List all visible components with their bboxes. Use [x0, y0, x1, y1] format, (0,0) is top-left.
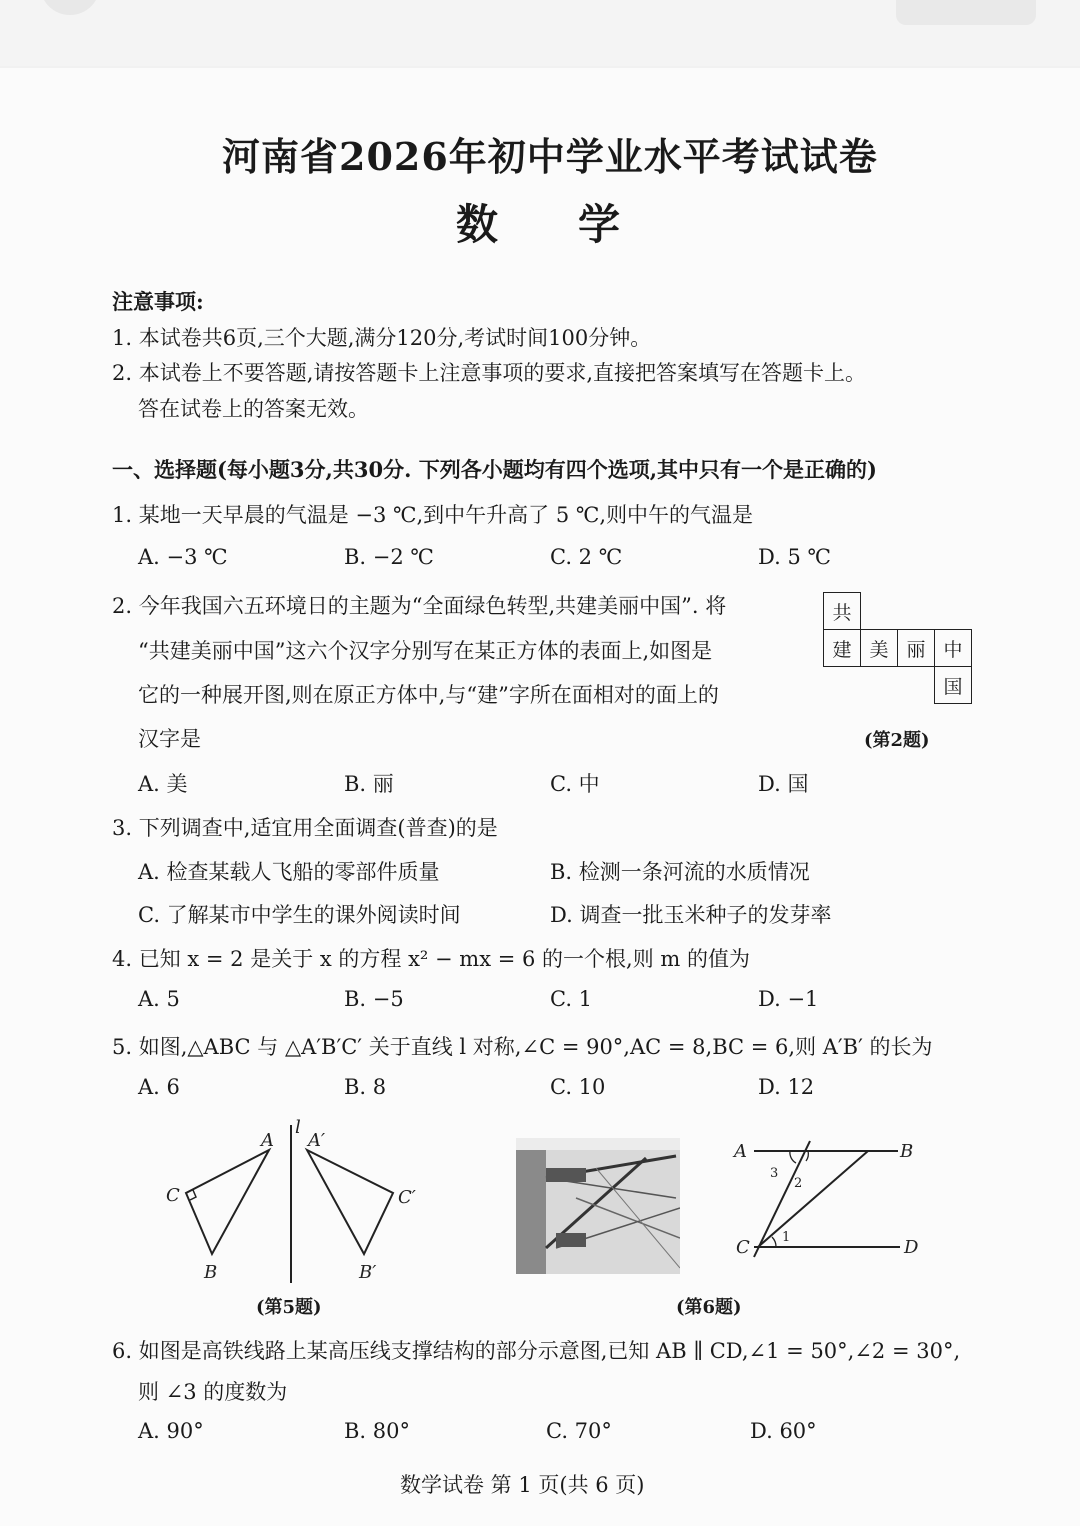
angle-2-label: 2: [794, 1176, 803, 1191]
net-cell: 美: [861, 630, 898, 667]
label-a-prime: A′: [308, 1130, 326, 1151]
q6-diagram: [728, 1135, 928, 1265]
q5-figure: [150, 1115, 450, 1295]
cube-net-figure: [823, 592, 972, 704]
q4-option-d: D. −1: [758, 987, 819, 1011]
label-a: A: [261, 1130, 274, 1151]
net-cell: 建: [824, 630, 861, 667]
triangle-a-prime: [307, 1150, 393, 1254]
menu-button[interactable]: [896, 0, 1036, 25]
exam-title: 河南省2026年初中学业水平考试试卷: [222, 134, 878, 179]
page-footer: 数学试卷 第 1 页(共 6 页): [400, 1473, 645, 1497]
q5-caption: (第5题): [256, 1297, 322, 1318]
q6-line-1: 6. 如图是高铁线路上某高压线支撑结构的部分示意图,已知 AB ∥ CD,∠1 = 50°,∠2 = 30°,: [112, 1339, 961, 1363]
q1-option-d: D. 5 ℃: [758, 545, 831, 569]
label-a: A: [734, 1141, 747, 1162]
q4-option-b: B. −5: [344, 987, 404, 1011]
label-b: B: [204, 1262, 218, 1283]
q2-line-4: 汉字是: [138, 727, 201, 751]
label-b: B: [900, 1141, 914, 1162]
q5-option-d: D. 12: [758, 1075, 815, 1099]
exam-subject: 数学: [456, 200, 701, 249]
q1-option-a: A. −3 ℃: [138, 545, 228, 569]
q6-photo: [516, 1138, 680, 1274]
triangle-abc: [186, 1150, 269, 1254]
q3-option-c: C. 了解某市中学生的课外阅读时间: [138, 903, 461, 927]
viewer-top-bar: [0, 0, 1080, 66]
label-d: D: [904, 1237, 919, 1258]
net-cell: 共: [824, 593, 861, 630]
q2-caption: (第2题): [864, 730, 930, 751]
q5-option-a: A. 6: [138, 1075, 180, 1099]
q6-option-c: C. 70°: [546, 1419, 612, 1443]
q2-option-d: D. 国: [758, 772, 809, 796]
net-cell: 国: [935, 667, 972, 704]
note-1: 1. 本试卷共6页,三个大题,满分120分,考试时间100分钟。: [112, 326, 652, 350]
q2-line-2: “共建美丽中国”这六个汉字分别写在某正方体的表面上,如图是: [138, 639, 713, 663]
q5-stem: 5. 如图,△ABC 与 △A′B′C′ 关于直线 l 对称,∠C = 90°,AC = 8,BC = 6,则 A′B′ 的长为: [112, 1035, 933, 1059]
q1-stem: 1. 某地一天早晨的气温是 −3 ℃,到中午升高了 5 ℃,则中午的气温是: [112, 503, 754, 527]
q5-option-c: C. 10: [550, 1075, 606, 1099]
q3-option-a: A. 检查某载人飞船的零部件质量: [138, 860, 440, 884]
q6-option-a: A. 90°: [138, 1419, 204, 1443]
q6-option-d: D. 60°: [750, 1419, 817, 1443]
q2-line-3: 它的一种展开图,则在原正方体中,与“建”字所在面相对的面上的: [138, 683, 719, 707]
net-cell: 中: [935, 630, 972, 667]
q6-option-b: B. 80°: [344, 1419, 411, 1443]
q6-line-2: 则 ∠3 的度数为: [138, 1380, 288, 1404]
q6-caption: (第6题): [676, 1297, 742, 1318]
q4-option-c: C. 1: [550, 987, 593, 1011]
q3-option-d: D. 调查一批玉米种子的发芽率: [550, 903, 832, 927]
q3-stem: 3. 下列调查中,适宜用全面调查(普查)的是: [112, 816, 498, 840]
q3-option-b: B. 检测一条河流的水质情况: [550, 860, 810, 884]
label-l: l: [295, 1117, 301, 1138]
q4-stem: 4. 已知 x = 2 是关于 x 的方程 x² − mx = 6 的一个根,则 m 的值为: [112, 947, 750, 971]
angle-3-label: 3: [770, 1166, 779, 1181]
note-2: 2. 本试卷上不要答题,请按答题卡上注意事项的要求,直接把答案填写在答题卡上。: [112, 361, 867, 385]
q2-line-1: 2. 今年我国六五环境日的主题为“全面绿色转型,共建美丽中国”. 将: [112, 594, 727, 618]
net-cell: 丽: [898, 630, 935, 667]
section-1-heading: 一、选择题(每小题3分,共30分. 下列各小题均有四个选项,其中只有一个是正确的): [112, 457, 877, 482]
label-c-prime: C′: [398, 1187, 416, 1208]
angle-1-label: 1: [782, 1230, 791, 1245]
q2-option-a: A. 美: [138, 772, 188, 796]
q2-option-b: B. 丽: [344, 772, 394, 796]
q5-option-b: B. 8: [344, 1075, 387, 1099]
notes-heading: 注意事项:: [112, 289, 204, 314]
q1-option-c: C. 2 ℃: [550, 545, 623, 569]
label-c: C: [736, 1237, 750, 1258]
label-b-prime: B′: [359, 1262, 377, 1283]
label-c: C: [166, 1185, 180, 1206]
back-button[interactable]: [40, 0, 100, 15]
q2-option-c: C. 中: [550, 772, 600, 796]
note-2-cont: 答在试卷上的答案无效。: [138, 397, 369, 421]
q1-option-b: B. −2 ℃: [344, 545, 434, 569]
q4-option-a: A. 5: [138, 987, 180, 1011]
